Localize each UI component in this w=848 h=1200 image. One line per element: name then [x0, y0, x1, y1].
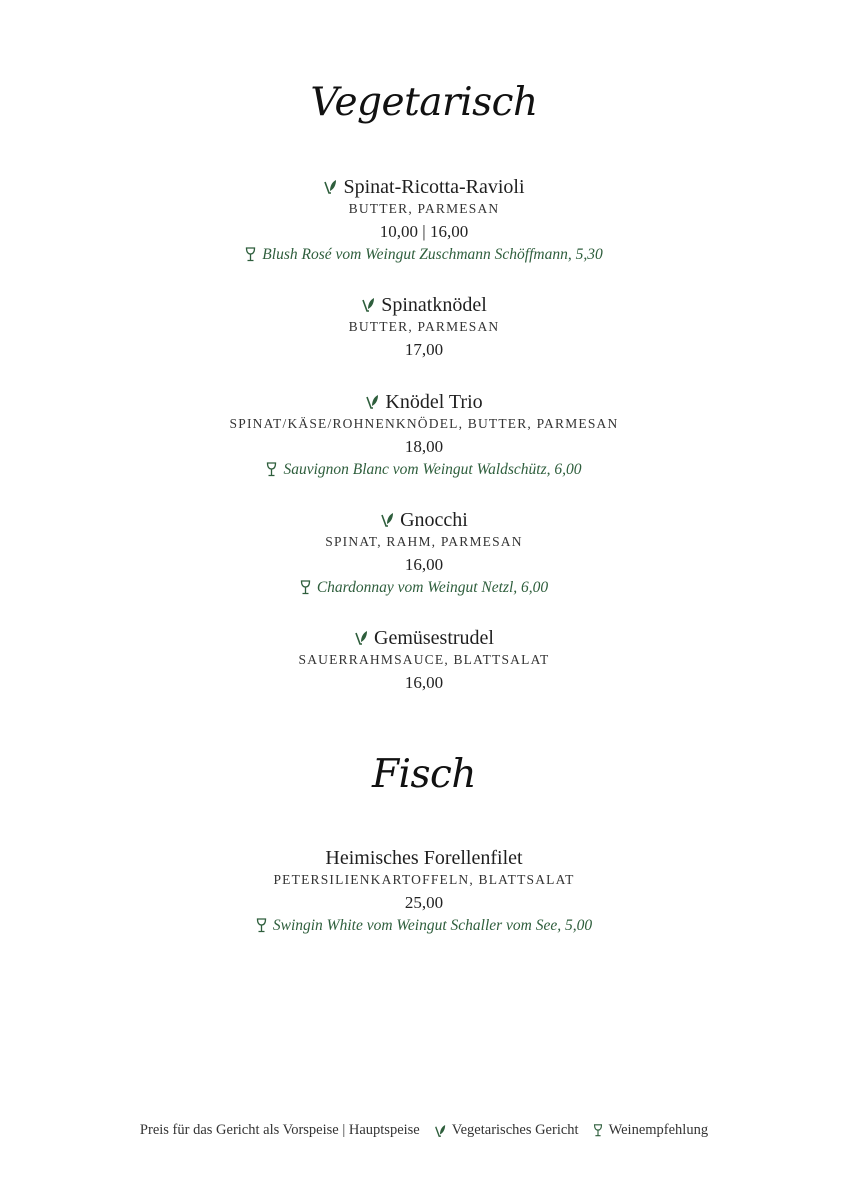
dish-name-row [0, 293, 848, 317]
wine-recommendation [0, 915, 848, 936]
leaf-icon [434, 1124, 446, 1138]
legend-wine-label: Weinempfehlung [608, 1122, 709, 1138]
section-title-vegetarisch: Vegetarisch [310, 80, 538, 125]
dish-gemuesestrudel [0, 626, 848, 695]
legend-price-note: Preis für das Gericht als Vorspeise | Hauptspeise [139, 1122, 420, 1138]
dish-name-row [0, 175, 848, 199]
wine-text: Chardonnay vom Weingut Netzl, 6,00 [316, 579, 549, 596]
dish-description: SAUERRAHMSAUCE, BLATTSALAT [298, 652, 550, 667]
dish-spinat-ricotta-ravioli [0, 175, 848, 265]
wine-recommendation [0, 459, 848, 480]
wine-glass-icon [245, 247, 256, 262]
dish-name-row [0, 626, 848, 650]
dish-gnocchi [0, 508, 848, 598]
legend-vegetarian-label: Vegetarisches Gericht [451, 1122, 579, 1138]
dish-name: Spinatknödel [381, 294, 487, 316]
dish-price: 16,00 [404, 555, 444, 574]
legend [0, 1122, 848, 1139]
dish-spinatknoedel [0, 293, 848, 362]
leaf-icon [380, 512, 394, 528]
dish-price: 16,00 [404, 673, 444, 692]
dish-name: Heimisches Forellenfilet [325, 847, 523, 869]
dish-description: PETERSILIENKARTOFFELN, BLATTSALAT [273, 872, 575, 887]
wine-glass-icon [256, 918, 267, 933]
dish-name-row [0, 846, 848, 870]
dish-price: 10,00 | 16,00 [379, 222, 469, 241]
dish-description: SPINAT, RAHM, PARMESAN [325, 534, 523, 549]
dish-price: 17,00 [404, 340, 444, 359]
dish-price: 25,00 [404, 893, 444, 912]
wine-recommendation [0, 244, 848, 265]
dish-name: Spinat-Ricotta-Ravioli [343, 176, 525, 198]
wine-glass-icon [266, 462, 277, 477]
wine-recommendation [0, 577, 848, 598]
dish-name: Gemüsestrudel [374, 627, 494, 649]
dish-description: BUTTER, PARMESAN [348, 319, 500, 334]
dish-name-row [0, 508, 848, 532]
wine-glass-icon [300, 580, 311, 595]
wine-text: Sauvignon Blanc vom Weingut Waldschütz, 6,00 [283, 461, 582, 478]
dish-heimisches-forellenfilet [0, 846, 848, 936]
dish-description: SPINAT/KÄSE/ROHNENKNÖDEL, BUTTER, PARMESAN [229, 416, 619, 431]
leaf-icon [361, 297, 375, 313]
dish-name: Gnocchi [400, 509, 468, 531]
wine-text: Swingin White vom Weingut Schaller vom See, 5,00 [272, 917, 593, 934]
dish-description: BUTTER, PARMESAN [348, 201, 500, 216]
dish-name-row [0, 390, 848, 414]
dish-price: 18,00 [404, 437, 444, 456]
dish-knoedel-trio [0, 390, 848, 480]
leaf-icon [365, 394, 379, 410]
wine-text: Blush Rosé vom Weingut Zuschmann Schöffmann, 5,30 [262, 246, 603, 263]
leaf-icon [323, 179, 337, 195]
section-title-fisch: Fisch [371, 752, 476, 797]
dish-name: Knödel Trio [385, 391, 483, 413]
wine-glass-icon [593, 1124, 603, 1137]
leaf-icon [354, 630, 368, 646]
